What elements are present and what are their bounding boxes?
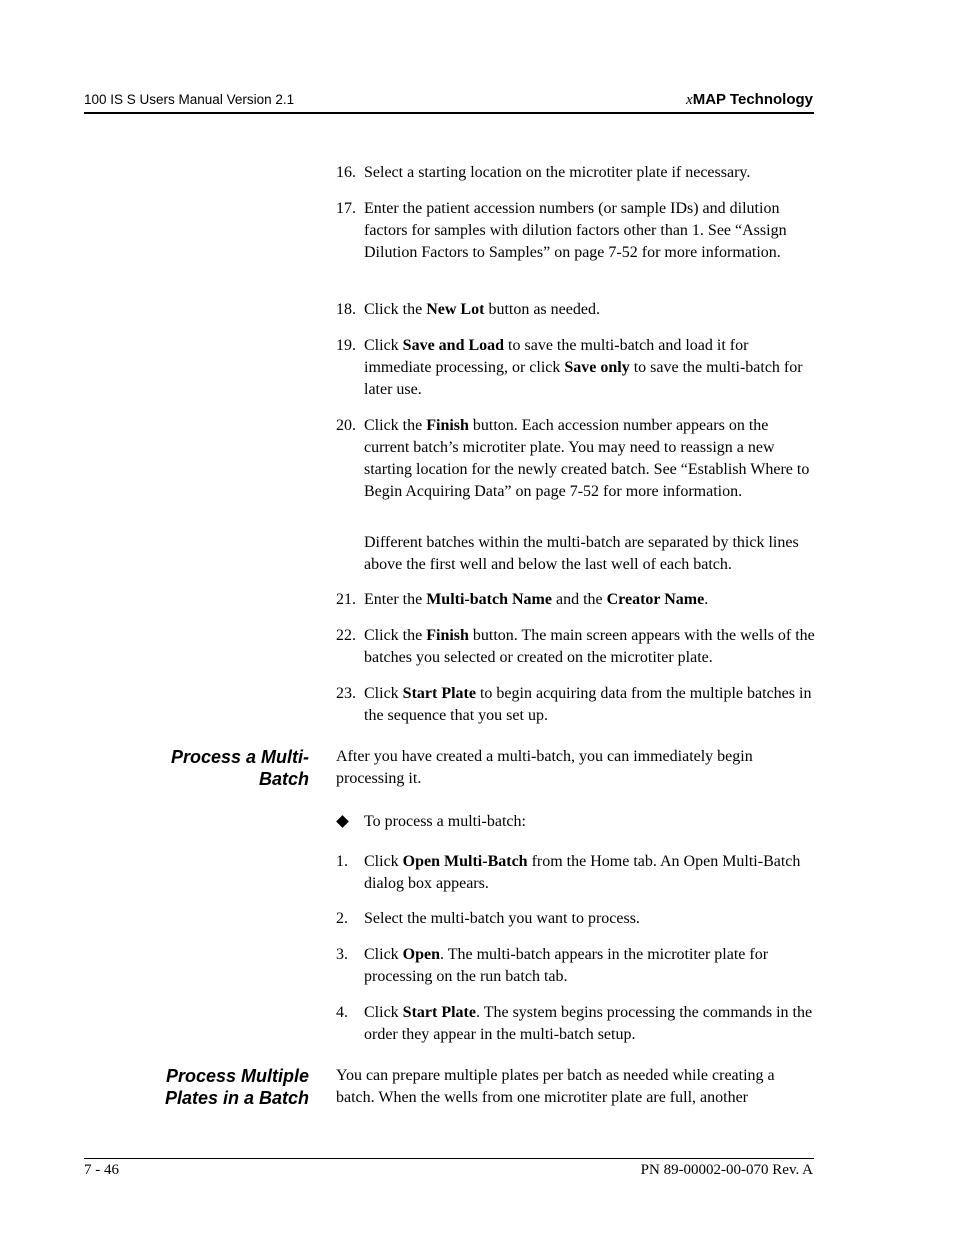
section-heading-process-multi-batch: Process a Multi- Batch <box>170 747 309 789</box>
part-number: PN 89-00002-00-070 Rev. A <box>640 1162 813 1178</box>
step-18 <box>336 299 816 321</box>
section1-step-2 <box>336 908 816 930</box>
step-text: Click the New Lot button as needed. <box>364 301 600 318</box>
step-number: 18. <box>336 301 356 318</box>
step-17 <box>336 198 816 264</box>
procedure-heading: To process a multi-batch: <box>336 811 526 833</box>
step-number: 22. <box>336 627 356 644</box>
section-heading-process-multiple-plates: Process Multiple Plates in a Batch <box>164 1066 309 1108</box>
step-number: 3. <box>336 946 348 963</box>
step-number: 19. <box>336 337 356 354</box>
step-text: Click Save and Load to save the multi-batch and load it for immediate processing, or click Save only to save the multi-batch for later use. <box>364 337 803 398</box>
step-23 <box>336 683 816 727</box>
step-text: Click the Finish button. The main screen appears with the wells of the batches you selected or created on the microtiter plate. <box>364 627 815 666</box>
step-text: Select the multi-batch you want to process. <box>364 910 640 927</box>
step-16 <box>336 162 816 184</box>
page-number: 7 - 46 <box>84 1162 119 1178</box>
step-text: Click Start Plate. The system begins processing the commands in the order they appear in the multi-batch setup. <box>364 1004 813 1043</box>
brand-italic-x: x <box>686 92 693 108</box>
brand-title <box>686 91 813 109</box>
section1-step-1 <box>336 851 816 895</box>
step-text: Enter the Multi-batch Name and the Creator Name. <box>364 591 709 608</box>
brand-text: MAP Technology <box>692 91 813 108</box>
step-number: 2. <box>336 910 348 927</box>
step-20-note: Different batches within the multi-batch are separated by thick lines above the first well and below the last well of each batch. <box>364 534 799 573</box>
step-number: 1. <box>336 853 348 870</box>
step-number: 21. <box>336 591 356 608</box>
step-text: Click Open Multi-Batch from the Home tab. An Open Multi-Batch dialog box appears. <box>364 853 801 892</box>
section1-step-3 <box>336 944 816 988</box>
section1-intro: After you have created a multi-batch, you can immediately begin processing it. <box>336 748 753 787</box>
step-number: 16. <box>336 164 356 181</box>
step-text: Click Open. The multi-batch appears in the microtiter plate for processing on the run batch tab. <box>364 946 769 985</box>
step-text: Enter the patient accession numbers (or sample IDs) and dilution factors for samples with dilution factors other than 1. See “Assign Dilution Factors to Samples” on page 7-52 for more information. <box>364 200 787 261</box>
step-number: 4. <box>336 1004 348 1021</box>
step-text: Select a starting location on the microtiter plate if necessary. <box>364 164 751 181</box>
step-22 <box>336 625 816 669</box>
diamond-bullet-icon <box>336 815 349 828</box>
step-number: 20. <box>336 417 356 434</box>
step-21 <box>336 589 816 611</box>
step-number: 17. <box>336 200 356 217</box>
section1-step-4 <box>336 1002 816 1046</box>
step-text: Click Start Plate to begin acquiring data from the multiple batches in the sequence that you set up. <box>364 685 812 724</box>
step-20 <box>336 415 816 503</box>
manual-title: 100 IS S Users Manual Version 2.1 <box>84 92 295 107</box>
footer-rule <box>84 1158 814 1159</box>
step-text: Click the Finish button. Each accession number appears on the current batch’s microtiter plate. You may need to reassign a new starting location for the newly created batch. See “Establish Where to Begin Acquiring Data” on page 7-52 for more information. <box>364 417 810 500</box>
section2-intro: You can prepare multiple plates per batch as needed while creating a batch. When the wells from one microtiter plate are full, another <box>336 1067 775 1106</box>
step-19 <box>336 335 816 401</box>
header-rule <box>84 112 814 114</box>
step-number: 23. <box>336 685 356 702</box>
